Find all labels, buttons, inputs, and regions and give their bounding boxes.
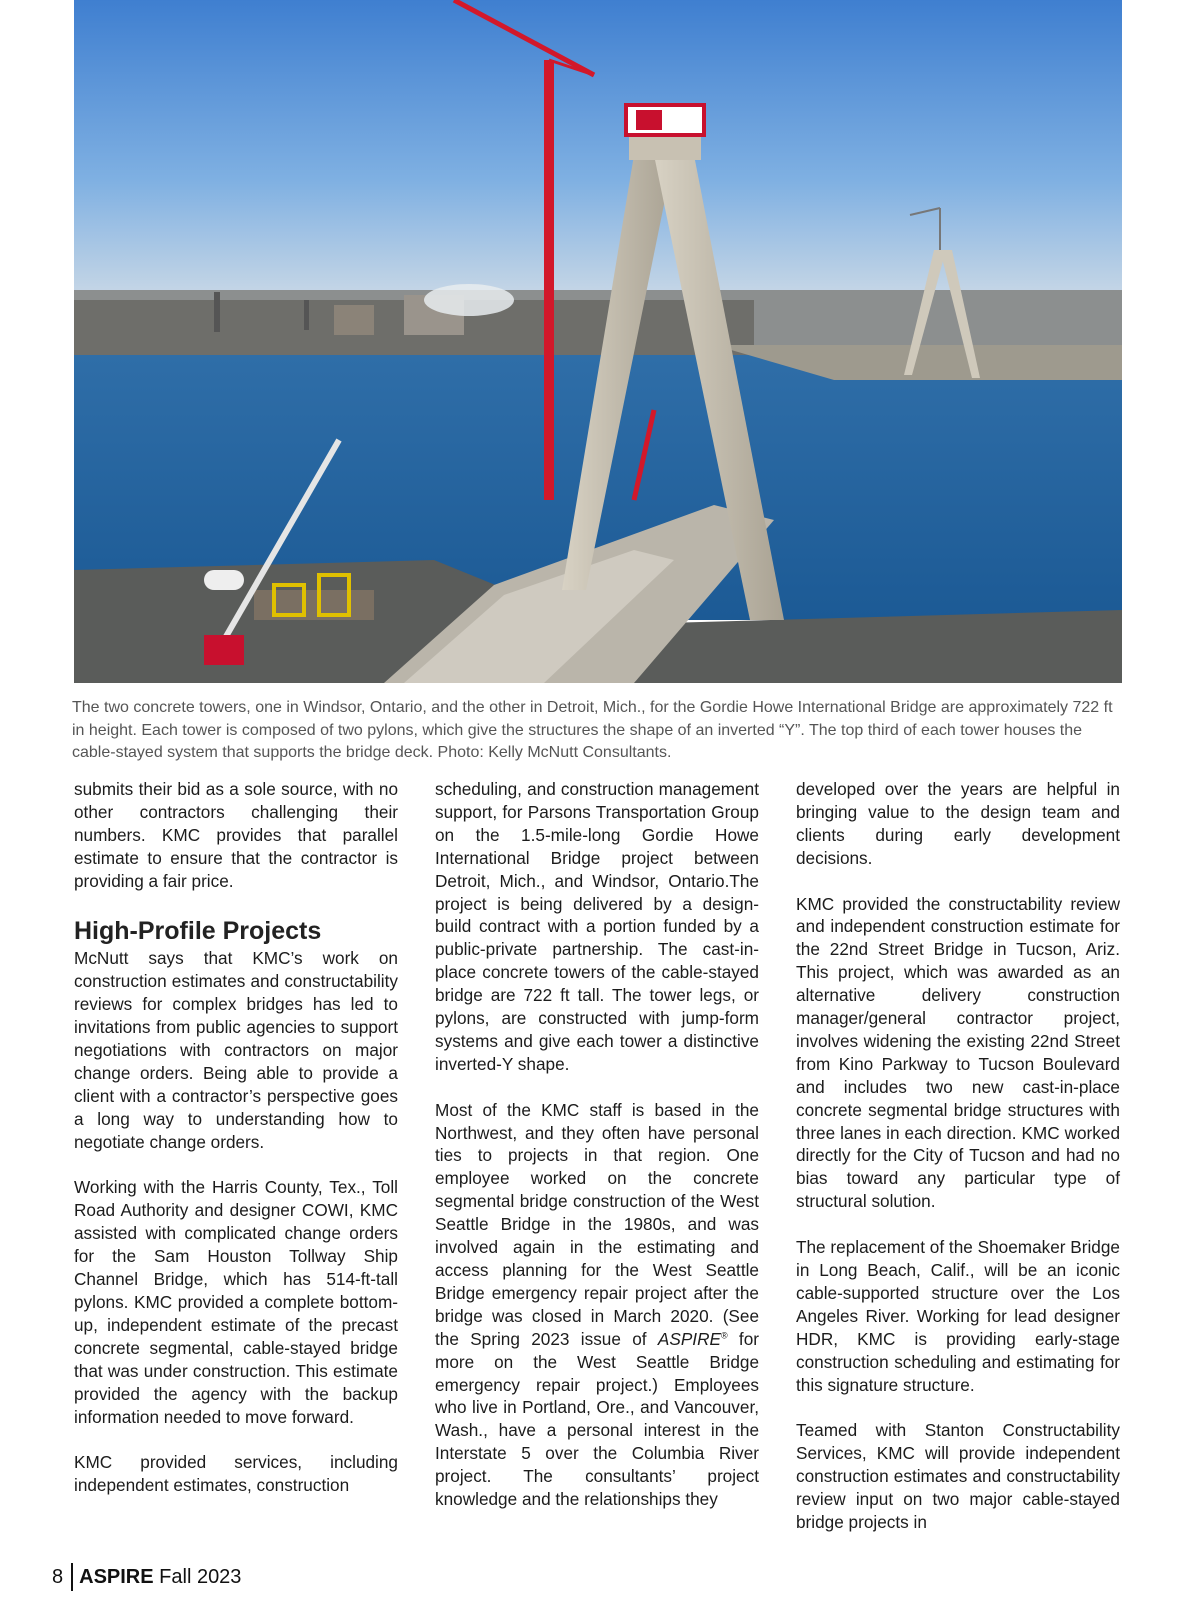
section-heading: High-Profile Projects — [74, 917, 322, 946]
issue-label: Fall 2023 — [159, 1566, 242, 1588]
magazine-title: ASPIRE — [657, 1328, 721, 1349]
paragraph: Teamed with Stanton Constructability Services, KMC will provide independent construction estimates and constructability review input on two major cable-stayed bridge projects in — [796, 1420, 1120, 1532]
paragraph: KMC provided the constructability review and independent construction estimate for the 22nd Street Bridge in Tucson, Ariz. This project, which was awarded as an alternative delivery construction manager/general contractor project, involves widening the existing 22nd Street from Kino Parkway to Tucson Boulevard and includes two new cast-in-place concrete segmental bridge structures with three lanes in each direction. KMC worked directly for the City of Tucson and had no bias toward any particular type of structural solution. — [796, 893, 1120, 1212]
text-run: Most of the KMC staff is based in the Northwest, and they often have personal ties to projects in that region. One employee worked on the concrete segmental bridge construction of the West Seattle Bridge in the 1980s, and was involved again in the estimating and access planning for the West Seattle Bridge emergency repair project after the bridge was closed in March 2020. (See the Spring 2023 issue of — [435, 1099, 759, 1349]
paragraph: KMC provided services, including independent estimates, construction — [74, 1452, 398, 1496]
paragraph: submits their bid as a sole source, with no other contractors challenging their numbers. KMC provides that parallel estimate to ensure that the contractor is providing a fair price. — [74, 779, 398, 891]
article-column-2 — [435, 778, 759, 1511]
photo-caption: The two concrete towers, one in Windsor, Ontario, and the other in Detroit, Mich., for the Gordie Howe International Bridge are approximately 722 ft in height. Each tower is composed of two pylons, which give the structures the shape of an inverted “Y”. The top third of each tower houses the cable-stayed system that supports the bridge deck. Photo: Kelly McNutt Consultants. — [72, 699, 1113, 761]
page-number: 8 — [52, 1566, 64, 1588]
footer-divider — [71, 1563, 73, 1591]
article-column-3 — [796, 778, 1120, 1534]
paragraph: McNutt says that KMC’s work on construction estimates and constructability reviews for complex bridges has led to invitations from public agencies to support negotiations with contractors on major change orders. Being able to provide a client with a contractor’s perspective goes a long way to understanding how to negotiate change orders. — [74, 948, 398, 1152]
paragraph: scheduling, and construction management support, for Parsons Transportation Group on the 1.5-mile-long Gordie Howe International Bridge project between Detroit, Mich., and Windsor, Ontario.The project is being delivered by a design-build contract with a portion funded by a public-private partnership. The cast-in-place concrete towers of the cable-stayed bridge are 722 ft tall. The tower legs, or pylons, are constructed with jump-form systems and give each tower a distinctive inverted-Y shape. — [435, 779, 759, 1074]
article-column-1 — [74, 778, 398, 1497]
magazine-name: ASPIRE — [79, 1566, 154, 1588]
bridge-photo — [74, 0, 1122, 683]
paragraph: Working with the Harris County, Tex., Toll Road Authority and designer COWI, KMC assisted with complicated change orders for the Sam Houston Tollway Ship Channel Bridge, which has 514-ft-tall pylons. KMC provided a complete bottom-up, independent estimate of the precast concrete segmental, cable-stayed bridge that was under construction. This estimate provided the agency with the backup information needed to move forward. — [74, 1177, 398, 1427]
paragraph: developed over the years are helpful in bringing value to the design team and clients during early development decisions. — [796, 779, 1120, 868]
page-footer — [52, 1563, 241, 1591]
registered-mark: ® — [720, 1330, 728, 1340]
paragraph — [435, 1099, 759, 1511]
paragraph: The replacement of the Shoemaker Bridge in Long Beach, Calif., will be an iconic cable-supported structure over the Los Angeles River. Working for lead designer HDR, KMC is providing early-stage construction scheduling and estimating for this signature structure. — [796, 1237, 1120, 1395]
text-run: for more on the West Seattle Bridge emergency repair project.) Employees who live in Portland, Ore., and Vancouver, Wash., have a personal interest in the Interstate 5 over the Columbia River project. The consultants’ project knowledge and the relationships they — [435, 1328, 759, 1510]
